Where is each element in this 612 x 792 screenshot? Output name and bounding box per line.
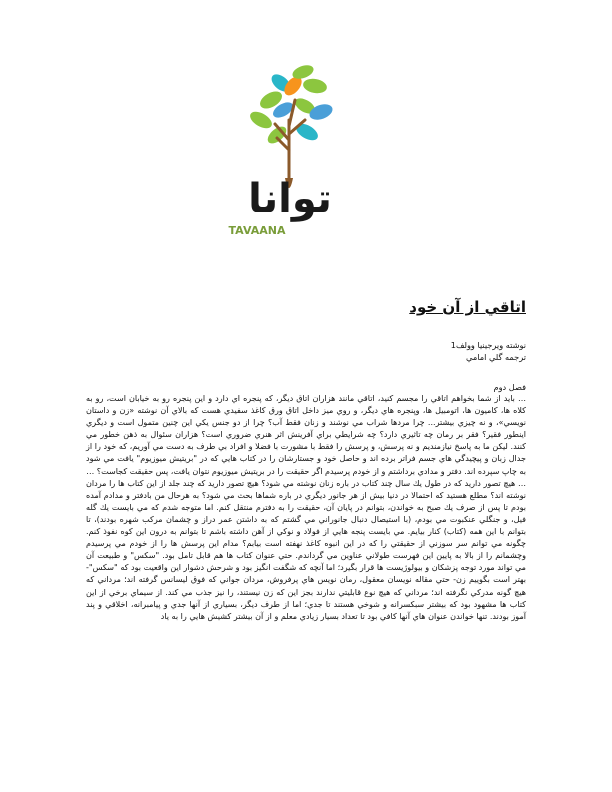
brand-en: TAVAANA [228, 224, 286, 237]
paragraph-1: … بايد از شما بخواهم اتاقي را مجسم كنيد، اتاقي مانند هزاران اتاق ديگر، كه پنجره اي دارد و اين پنجره رو به خيابان است، رو به كلاه ها، كاميون ها، اتومبيل ها، وپنجره هاي ديگر، و روي ميز داخل اتاق ورق كاغذ سفيدي هست كه بالاي آن نوشته «زن و داستان نويسي»، و نه چيزي بيشتر... چرا مردها شراب مي نوشند و زنان فقط آب؟ چرا از دو جنس يكي اين چنين متمول است و ديگري اينطور فقير؟ فقر بر رمان چه تاثيري دارد؟ چه شرايطي براي آفرينش اثر هنري ضروري است؟ هزاران سئوال به ذهن خطور مي كنند. ليكن ما به پاسخ نيازمنديم و نه پرسش، و پرسش را فقط با مشورت با فضلا و افراد بي طرف به دست مي آوريم، كه خود را از جدال زبان و پيچيدگي هاي جسم فراتر برده اند و حاصل خود و جستارشان را در كتاب هايي كه در "بريتيش ميوزيوم" يافت مي شود به چاپ سپرده اند. دفتر و مدادي برداشتم و از خودم پرسيدم اگر حقيقت را در بريتيش ميوزيوم نتوان يافت، پس حقيقت كجاست؟ … [86, 394, 526, 476]
brand-fa: توانا [248, 176, 332, 222]
paragraph-2: … هيچ تصور داريد كه در طول يك سال چند كتاب در باره زنان نوشته مي شود؟ هيچ تصور داريد كه چند جلد از اين كتاب ها را مردان نوشته اند؟ مطلع هستيد كه احتمالا در دنيا بيش از هر جانور ديگري در باره شماها بحث مي شود؟ به هرحال من بادفتر و مدادم آمده بودم تا پس از صرف يك صبح به خواندن، بتوانم در پايان آن، حقيقت را به دفترم منتقل كنم. اما متوجه شدم كه مي بايست يك گله فيل، و جنگلي عنكبوت مي بودم، (با استيصال دنبال جانوراني مي گشتم كه به داشتن عمر دراز و چشمان مركب شهره بودند)، تا بتوانم با اين همه (كتاب) كنار بيايم. مي بايست پنجه هايي از فولاد و نوكي از آهن داشته باشم تا بتوانم به درون اين كوه نفوذ كنم. چگونه مي توانم سر سوزني از حقيقتي را كه در اين انبوه كاغذ نهفته است بيابم؟ مدام اين پرسش ها را از خودم مي پرسيدم وچشمانم را از بالا به پايين اين فهرست طولاني عناوين مي گرداندم. حتي عنوان كتاب ها هم قابل تامل بود. "سكس" و طبيعت آن مي تواند مورد توجه پزشكان و بيولوژيست ها قرار بگيرد؛ اما آنچه كه شگفت انگيز بود و شرحش دشوار اين واقعيت بود كه "سكس"- بهتر است بگوييم زن- حتي مقاله نويسان معقول، رمان نويس هاي پرفروش، مردان جواني كه فوق ليسانس گرفته اند؛ مرداني كه هيچ گونه مدركي نگرفته اند؛ مرداني كه هيچ نوع قابليتي ندارند بجز اين كه زن نيستند، را نيز جذب مي كند. از سيماي برخي از اين كتاب ها مشهود بود كه بيشتر سبكسرانه و شوخي هستند تا جدي؛ اما از طرف ديگر، بسياري از آنها جدي و پيامبرانه، اخلاقي و پند آموز بودند. تنها خواندن عنوان هاي آنها كافي بود تا تعداد بسيار زيادي معلم و از آن بيشتر كشيش هايي را به ياد [86, 478, 526, 621]
tavaana-logo [225, 50, 355, 240]
chapter-heading: فصل دوم [493, 382, 526, 392]
tree-logo-graphic [225, 50, 355, 240]
body-text [86, 393, 526, 623]
document-title: اتاقي از آن خود [409, 298, 526, 316]
author-line: نوشته ويرجينيا وولف1 [450, 340, 526, 350]
translator-line: ترجمه گلي امامي [466, 352, 526, 362]
